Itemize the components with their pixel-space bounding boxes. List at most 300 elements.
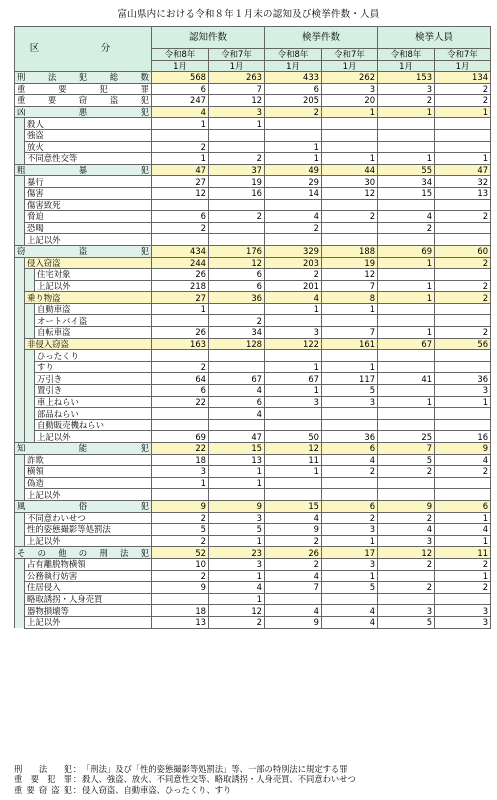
value-cell: 13 [209,454,265,466]
month-header: 1月 [152,60,209,72]
value-cell: 5 [322,385,378,397]
value-cell: 6 [152,211,209,223]
value-cell [378,118,435,130]
table-row [15,280,491,292]
table-row [15,292,491,304]
value-cell: 3 [435,385,491,397]
value-cell [152,234,209,246]
value-cell: 11 [435,547,491,559]
value-cell [378,593,435,605]
value-cell [435,118,491,130]
value-cell: 218 [152,280,209,292]
indent-cell [25,373,35,385]
value-cell: 60 [435,245,491,257]
value-cell: 2 [265,558,322,570]
value-cell: 128 [209,338,265,350]
indent-cell [15,327,25,339]
row-label: 自転車盗 [35,327,152,339]
value-cell: 2 [435,83,491,95]
value-cell: 1 [265,466,322,478]
value-cell: 3 [378,605,435,617]
value-cell: 15 [265,500,322,512]
value-cell: 29 [265,176,322,188]
value-cell [435,315,491,327]
value-cell: 1 [152,477,209,489]
value-cell [435,129,491,141]
year-header: 令和7年 [322,49,378,61]
footnote-colon: ： [72,784,82,795]
table-row [15,187,491,199]
row-label: 上記以外 [35,431,152,443]
value-cell: 56 [435,338,491,350]
value-cell: 2 [435,257,491,269]
value-cell: 2 [435,558,491,570]
value-cell [152,489,209,501]
value-cell: 134 [435,72,491,84]
value-cell: 4 [265,292,322,304]
value-cell: 22 [152,443,209,455]
value-cell: 1 [265,153,322,165]
value-cell: 50 [265,431,322,443]
table-row [15,593,491,605]
value-cell [209,489,265,501]
indent-cell [15,199,25,211]
value-cell: 1 [322,535,378,547]
row-label: 住宅対象 [35,269,152,281]
month-header: 1月 [209,60,265,72]
value-cell: 26 [152,327,209,339]
value-cell: 2 [152,361,209,373]
value-cell: 4 [265,211,322,223]
indent-cell [15,280,25,292]
table-row [15,431,491,443]
value-cell: 37 [209,164,265,176]
value-cell: 1 [378,153,435,165]
value-cell: 36 [435,373,491,385]
indent-cell [15,141,25,153]
indent-cell [15,419,25,431]
row-label: 上記以外 [25,535,152,547]
value-cell [209,129,265,141]
indent-cell [25,269,35,281]
value-cell [435,350,491,362]
value-cell: 8 [322,292,378,304]
row-label: 暴行 [25,176,152,188]
indent-cell [25,396,35,408]
value-cell: 2 [152,222,209,234]
value-cell: 1 [265,141,322,153]
value-cell: 44 [322,164,378,176]
value-cell: 6 [435,500,491,512]
indent-cell [15,350,25,362]
table-row [15,512,491,524]
value-cell: 6 [152,385,209,397]
value-cell: 4 [265,512,322,524]
row-label: 占有離脱物横領 [25,558,152,570]
row-label: 横領 [25,466,152,478]
value-cell: 64 [152,373,209,385]
value-cell: 329 [265,245,322,257]
value-cell: 55 [378,164,435,176]
value-cell: 22 [152,396,209,408]
indent-cell [15,361,25,373]
value-cell: 1 [152,118,209,130]
value-cell: 1 [435,535,491,547]
indent-cell [15,269,25,281]
value-cell: 4 [152,106,209,118]
indent-cell [15,570,25,582]
table-row [15,419,491,431]
value-cell: 47 [152,164,209,176]
value-cell: 27 [152,292,209,304]
value-cell: 20 [322,95,378,107]
table-row [15,396,491,408]
indent-cell [15,338,25,350]
value-cell [265,593,322,605]
row-label: 上記以外 [35,280,152,292]
value-cell [209,350,265,362]
table-row [15,350,491,362]
value-cell: 9 [265,524,322,536]
value-cell: 49 [265,164,322,176]
footnote-term: 重要窃盗犯 [14,784,72,795]
value-cell: 1 [378,280,435,292]
value-cell: 2 [209,616,265,628]
indent-cell [15,257,25,269]
group-header-cleared-persons: 検挙人員 [378,27,491,49]
value-cell: 7 [378,443,435,455]
value-cell: 4 [209,582,265,594]
value-cell [265,118,322,130]
value-cell [378,315,435,327]
value-cell: 47 [209,431,265,443]
year-header: 令和7年 [209,49,265,61]
row-label: 脅迫 [25,211,152,223]
value-cell: 1 [435,106,491,118]
value-cell: 2 [265,269,322,281]
value-cell [152,419,209,431]
row-label: 自動販売機ねらい [35,419,152,431]
row-label: 器物損壊等 [25,605,152,617]
row-label: 偽造 [25,477,152,489]
value-cell: 3 [435,616,491,628]
value-cell: 18 [152,454,209,466]
value-cell [322,129,378,141]
indent-cell [25,315,35,327]
row-label: 詐欺 [25,454,152,466]
indent-cell [15,431,25,443]
value-cell: 205 [265,95,322,107]
value-cell [435,269,491,281]
value-cell: 1 [378,396,435,408]
table-row [15,477,491,489]
value-cell: 7 [322,327,378,339]
table-row [15,408,491,420]
value-cell: 3 [322,396,378,408]
value-cell [435,361,491,373]
value-cell: 16 [209,187,265,199]
value-cell [322,489,378,501]
value-cell [322,419,378,431]
value-cell: 23 [209,547,265,559]
indent-cell [15,315,25,327]
row-label: 自動車盗 [35,303,152,315]
value-cell: 2 [435,582,491,594]
value-cell [322,315,378,327]
value-cell: 4 [378,211,435,223]
value-cell [265,408,322,420]
indent-cell [15,477,25,489]
value-cell: 9 [209,500,265,512]
value-cell [378,234,435,246]
value-cell: 6 [265,83,322,95]
indent-cell [15,593,25,605]
value-cell: 67 [209,373,265,385]
value-cell [378,570,435,582]
row-label: 重 要 窃 盗 犯 [15,95,152,107]
category-label: 窃 盗 犯 [15,245,152,257]
table-row [15,338,491,350]
value-cell [209,199,265,211]
value-cell: 2 [322,211,378,223]
value-cell: 9 [265,616,322,628]
value-cell: 3 [209,512,265,524]
value-cell: 9 [435,443,491,455]
value-cell: 1 [322,303,378,315]
value-cell: 34 [209,327,265,339]
table-row [15,524,491,536]
indent-cell [15,292,25,304]
table-row [15,582,491,594]
value-cell: 1 [265,385,322,397]
table-row [15,570,491,582]
table-row [15,605,491,617]
table-row [15,616,491,628]
value-cell: 2 [209,211,265,223]
value-cell: 201 [265,280,322,292]
value-cell [322,141,378,153]
value-cell [378,303,435,315]
row-label: 住居侵入 [25,582,152,594]
value-cell [378,385,435,397]
value-cell: 30 [322,176,378,188]
table-row [15,269,491,281]
value-cell [378,419,435,431]
table-row [15,454,491,466]
value-cell: 6 [209,280,265,292]
row-label: 不同意わいせつ [25,512,152,524]
value-cell: 36 [209,292,265,304]
value-cell: 3 [322,558,378,570]
table-row [15,489,491,501]
value-cell: 3 [265,327,322,339]
value-cell: 2 [265,106,322,118]
value-cell: 3 [265,396,322,408]
row-label: 上記以外 [25,489,152,501]
value-cell: 2 [378,512,435,524]
value-cell: 568 [152,72,209,84]
value-cell: 4 [322,616,378,628]
value-cell: 1 [322,570,378,582]
value-cell: 7 [209,83,265,95]
value-cell: 12 [209,605,265,617]
value-cell [435,419,491,431]
value-cell [265,315,322,327]
month-header: 1月 [322,60,378,72]
footnote [14,785,492,795]
indent-cell [25,419,35,431]
value-cell: 1 [265,361,322,373]
indent-cell [15,558,25,570]
value-cell [152,315,209,327]
value-cell: 6 [322,500,378,512]
indent-cell [15,118,25,130]
indent-cell [15,582,25,594]
value-cell [378,489,435,501]
value-cell: 41 [378,373,435,385]
value-cell: 15 [378,187,435,199]
indent-cell [15,489,25,501]
table-row [15,315,491,327]
value-cell: 69 [378,245,435,257]
row-label: すり [35,361,152,373]
value-cell: 6 [209,396,265,408]
indent-cell [15,176,25,188]
value-cell [378,199,435,211]
indent-cell [15,512,25,524]
value-cell [265,129,322,141]
table-row [15,303,491,315]
value-cell: 34 [378,176,435,188]
value-cell: 4 [209,408,265,420]
value-cell: 4 [378,524,435,536]
value-cell: 244 [152,257,209,269]
value-cell: 263 [209,72,265,84]
indent-cell [15,234,25,246]
value-cell [265,419,322,431]
category-label: 凶 悪 犯 [15,106,152,118]
value-cell: 3 [152,466,209,478]
indent-cell [15,211,25,223]
table-row [15,385,491,397]
value-cell: 163 [152,338,209,350]
value-cell: 2 [378,466,435,478]
value-cell: 11 [265,454,322,466]
value-cell: 4 [322,454,378,466]
footnote-colon: ： [72,764,82,774]
value-cell: 12 [209,257,265,269]
indent-cell [25,361,35,373]
value-cell: 3 [322,83,378,95]
group-header-cleared-cases: 検挙件数 [265,27,378,49]
value-cell: 4 [435,524,491,536]
value-cell [152,129,209,141]
indent-cell [25,327,35,339]
value-cell: 4 [265,570,322,582]
category-row [15,500,491,512]
footnote [14,764,492,774]
footnote-colon: ： [72,774,82,785]
value-cell: 1 [152,303,209,315]
table-row [15,211,491,223]
value-cell: 12 [322,269,378,281]
value-cell: 18 [152,605,209,617]
value-cell: 2 [378,582,435,594]
value-cell [265,350,322,362]
table-body [15,72,491,629]
value-cell: 27 [152,176,209,188]
value-cell: 12 [265,443,322,455]
group-header-recognized: 認知件数 [152,27,265,49]
value-cell [209,141,265,153]
value-cell: 1 [435,396,491,408]
table-row [15,373,491,385]
value-cell [152,199,209,211]
row-label: 公務執行妨害 [25,570,152,582]
table-row [15,234,491,246]
value-cell [265,199,322,211]
value-cell [152,408,209,420]
value-cell: 1 [322,361,378,373]
table-row [15,257,491,269]
value-cell [209,419,265,431]
value-cell: 5 [378,616,435,628]
row-label: 非侵入窃盗 [25,338,152,350]
table-row [15,83,491,95]
row-label: 置引き [35,385,152,397]
value-cell: 2 [322,466,378,478]
value-cell [322,350,378,362]
row-label: 重 要 犯 罪 [15,83,152,95]
value-cell: 2 [152,141,209,153]
value-cell: 69 [152,431,209,443]
category-row [15,547,491,559]
table-row [15,361,491,373]
category-label: 知 能 犯 [15,443,152,455]
value-cell: 1 [435,570,491,582]
value-cell [322,118,378,130]
value-cell: 1 [322,106,378,118]
value-cell: 2 [209,315,265,327]
value-cell: 1 [378,292,435,304]
value-cell: 4 [209,385,265,397]
value-cell: 12 [378,547,435,559]
footnote-term: 刑法犯 [14,764,72,774]
row-label: 上記以外 [25,616,152,628]
value-cell: 3 [209,106,265,118]
row-label: 傷害致死 [25,199,152,211]
month-header: 1月 [435,60,491,72]
value-cell [322,222,378,234]
value-cell: 14 [265,187,322,199]
value-cell [378,408,435,420]
value-cell: 1 [322,153,378,165]
row-label: 放火 [25,141,152,153]
value-cell [265,489,322,501]
value-cell: 47 [435,164,491,176]
value-cell: 2 [435,95,491,107]
value-cell: 3 [322,524,378,536]
indent-cell [15,385,25,397]
value-cell: 2 [152,512,209,524]
table-row [15,176,491,188]
value-cell: 1 [435,512,491,524]
value-cell: 1 [378,106,435,118]
value-cell [265,234,322,246]
value-cell [435,477,491,489]
category-label: 粗 暴 犯 [15,164,152,176]
indent-cell [15,222,25,234]
